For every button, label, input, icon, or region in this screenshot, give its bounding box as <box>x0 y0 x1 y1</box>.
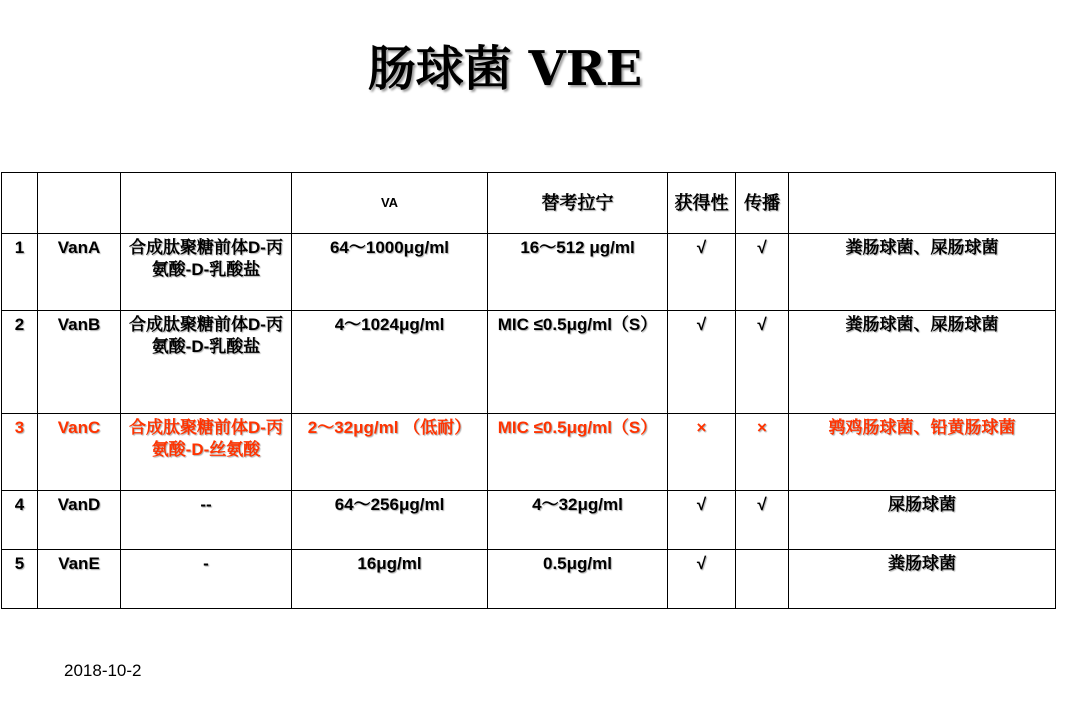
transfer-mark-cell: √ <box>736 311 789 414</box>
acquired-mark-cell: √ <box>668 234 736 311</box>
mechanism-cell: -- <box>121 491 292 550</box>
transfer-mark-cell: √ <box>736 234 789 311</box>
mechanism-cell: 合成肽聚糖前体D-丙氨酸-D-丝氨酸 <box>121 414 292 491</box>
acquired-mark-cell: √ <box>668 491 736 550</box>
mechanism-cell: 合成肽聚糖前体D-丙氨酸-D-乳酸盐 <box>121 311 292 414</box>
teicoplanin-mic-cell: 16～512 μg/ml <box>488 234 668 311</box>
header-species <box>789 173 1056 234</box>
teicoplanin-mic-cell: MIC ≤0.5μg/ml（S） <box>488 414 668 491</box>
va-mic-cell: 2～32μg/ml （低耐） <box>292 414 488 491</box>
gene-type-cell: VanD <box>38 491 121 550</box>
header-acquired: 获得性 <box>668 173 736 234</box>
row-number-cell: 4 <box>2 491 38 550</box>
gene-type-cell: VanA <box>38 234 121 311</box>
transfer-mark-cell: × <box>736 414 789 491</box>
table-row <box>2 311 1056 414</box>
table-row <box>2 414 1056 491</box>
header-va: VA <box>292 173 488 234</box>
va-mic-cell: 64～256μg/ml <box>292 491 488 550</box>
header-transfer: 传播 <box>736 173 789 234</box>
header-num <box>2 173 38 234</box>
species-cell: 粪肠球菌、屎肠球菌 <box>789 311 1056 414</box>
mechanism-cell: - <box>121 550 292 609</box>
header-teicoplanin: 替考拉宁 <box>488 173 668 234</box>
footer-date: 2018-10-2 <box>64 661 142 680</box>
va-mic-cell: 4～1024μg/ml <box>292 311 488 414</box>
table-row <box>2 550 1056 609</box>
acquired-mark-cell: √ <box>668 550 736 609</box>
species-cell: 鹑鸡肠球菌、铅黄肠球菌 <box>789 414 1056 491</box>
va-mic-cell: 16μg/ml <box>292 550 488 609</box>
species-cell: 粪肠球菌、屎肠球菌 <box>789 234 1056 311</box>
teicoplanin-mic-cell: MIC ≤0.5μg/ml（S） <box>488 311 668 414</box>
transfer-mark-cell: √ <box>736 491 789 550</box>
table-header-row <box>2 173 1056 234</box>
gene-type-cell: VanE <box>38 550 121 609</box>
slide-title: 肠球菌 VRE <box>367 41 643 97</box>
header-gene <box>38 173 121 234</box>
gene-type-cell: VanB <box>38 311 121 414</box>
gene-type-cell: VanC <box>38 414 121 491</box>
transfer-mark-cell <box>736 550 789 609</box>
vre-table <box>1 172 1056 609</box>
header-mechanism <box>121 173 292 234</box>
row-number-cell: 3 <box>2 414 38 491</box>
acquired-mark-cell: √ <box>668 311 736 414</box>
acquired-mark-cell: × <box>668 414 736 491</box>
teicoplanin-mic-cell: 0.5μg/ml <box>488 550 668 609</box>
teicoplanin-mic-cell: 4～32μg/ml <box>488 491 668 550</box>
species-cell: 屎肠球菌 <box>789 491 1056 550</box>
va-mic-cell: 64～1000μg/ml <box>292 234 488 311</box>
mechanism-cell: 合成肽聚糖前体D-丙氨酸-D-乳酸盐 <box>121 234 292 311</box>
table-row <box>2 491 1056 550</box>
row-number-cell: 2 <box>2 311 38 414</box>
species-cell: 粪肠球菌 <box>789 550 1056 609</box>
row-number-cell: 1 <box>2 234 38 311</box>
table-row <box>2 234 1056 311</box>
row-number-cell: 5 <box>2 550 38 609</box>
